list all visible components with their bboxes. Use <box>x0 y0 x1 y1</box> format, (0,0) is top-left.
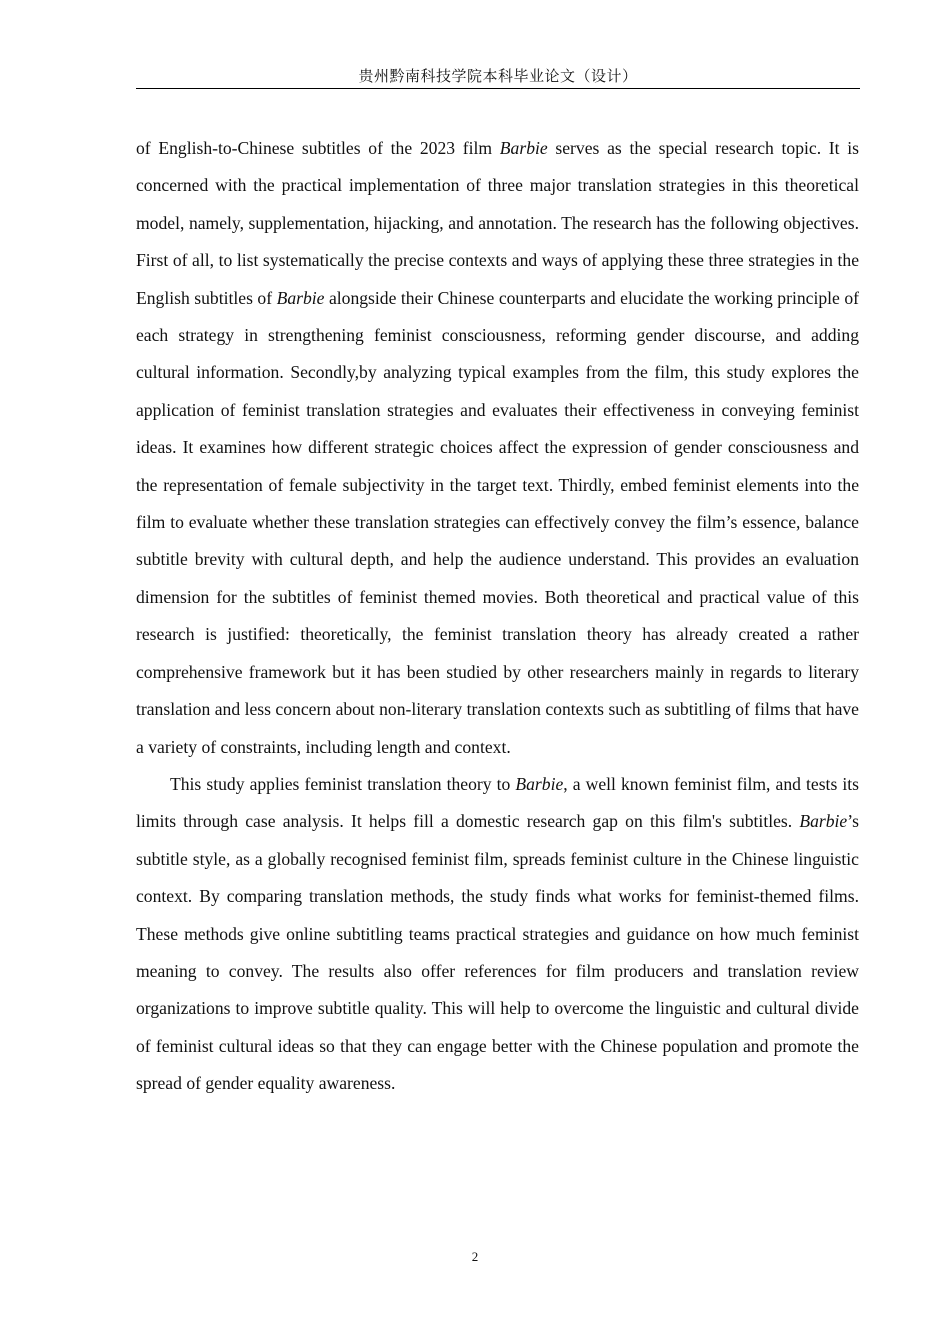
page-number: 2 <box>471 1249 479 1264</box>
paragraph1-text-2: serves as the special research topic. It is concerned with the practical implementation of three major translation strategies in this theoretical model, namely, supplementation, hijacking, and annotation. The research has the following objectives. First of all, to list systematically the precise contexts and ways of applying these three strategies in the English subtitles of <box>136 138 859 308</box>
film-title: Barbie <box>799 811 848 832</box>
film-title: Barbie <box>499 138 548 158</box>
paragraph2-text-2: , a well known feminist film, and tests its limits through case analysis. It helps fill a domestic research gap on this film's subtitles. <box>136 773 859 832</box>
thesis-header-title: 贵州黔南科技学院本科毕业论文（设计） <box>358 69 638 85</box>
paragraph2-text-3: ’s subtitle style, as a globally recognised feminist film, spreads feminist culture in the Chinese linguistic context. By comparing translation methods, the study finds what works for feminist-themed films. These methods give online subtitling teams practical strategies and guidance on how much feminist meaning to convey. The results also offer references for film producers and translation review organizations to improve subtitle quality. This will help to overcome the linguistic and cultural divide of feminist cultural ideas so that they can engage better with the Chinese population and promote the spread of gender equality awareness. <box>136 811 859 1094</box>
film-title: Barbie <box>515 773 564 794</box>
paragraph-research-objectives <box>136 130 859 766</box>
page-header <box>136 66 860 89</box>
film-title: Barbie <box>276 287 325 308</box>
paragraph-research-significance <box>136 766 859 1103</box>
paragraph1-text-3: alongside their Chinese counterparts and elucidate the working principle of each strategy in strengthening feminist consciousness, reforming gender discourse, and adding cultural information. Secondly,by analyzing typical examples from the film, this study explores the application of feminist translation strategies and evaluates their effectiveness in conveying feminist ideas. It examines how different strategic choices affect the expression of gender consciousness and the representation of female subjectivity in the target text. Thirdly, embed feminist elements into the film to evaluate whether these translation strategies can effectively convey the film’s essence, balance subtitle brevity with cultural depth, and help the audience understand. This provides an evaluation dimension for the subtitles of feminist themed movies. Both theoretical and practical value of this research is justified: theoretically, the feminist translation theory has already created a rather comprehensive framework but it has been studied by other researchers mainly in regards to literary translation and less concern about non-literary translation contexts such as subtitling of films that have a variety of constraints, including length and context. <box>136 287 859 757</box>
document-body <box>136 130 859 1103</box>
paragraph2-text-1: This study applies feminist translation theory to <box>170 773 516 794</box>
paragraph1-text-1: of English-to-Chinese subtitles of the 2023 film <box>136 138 500 158</box>
